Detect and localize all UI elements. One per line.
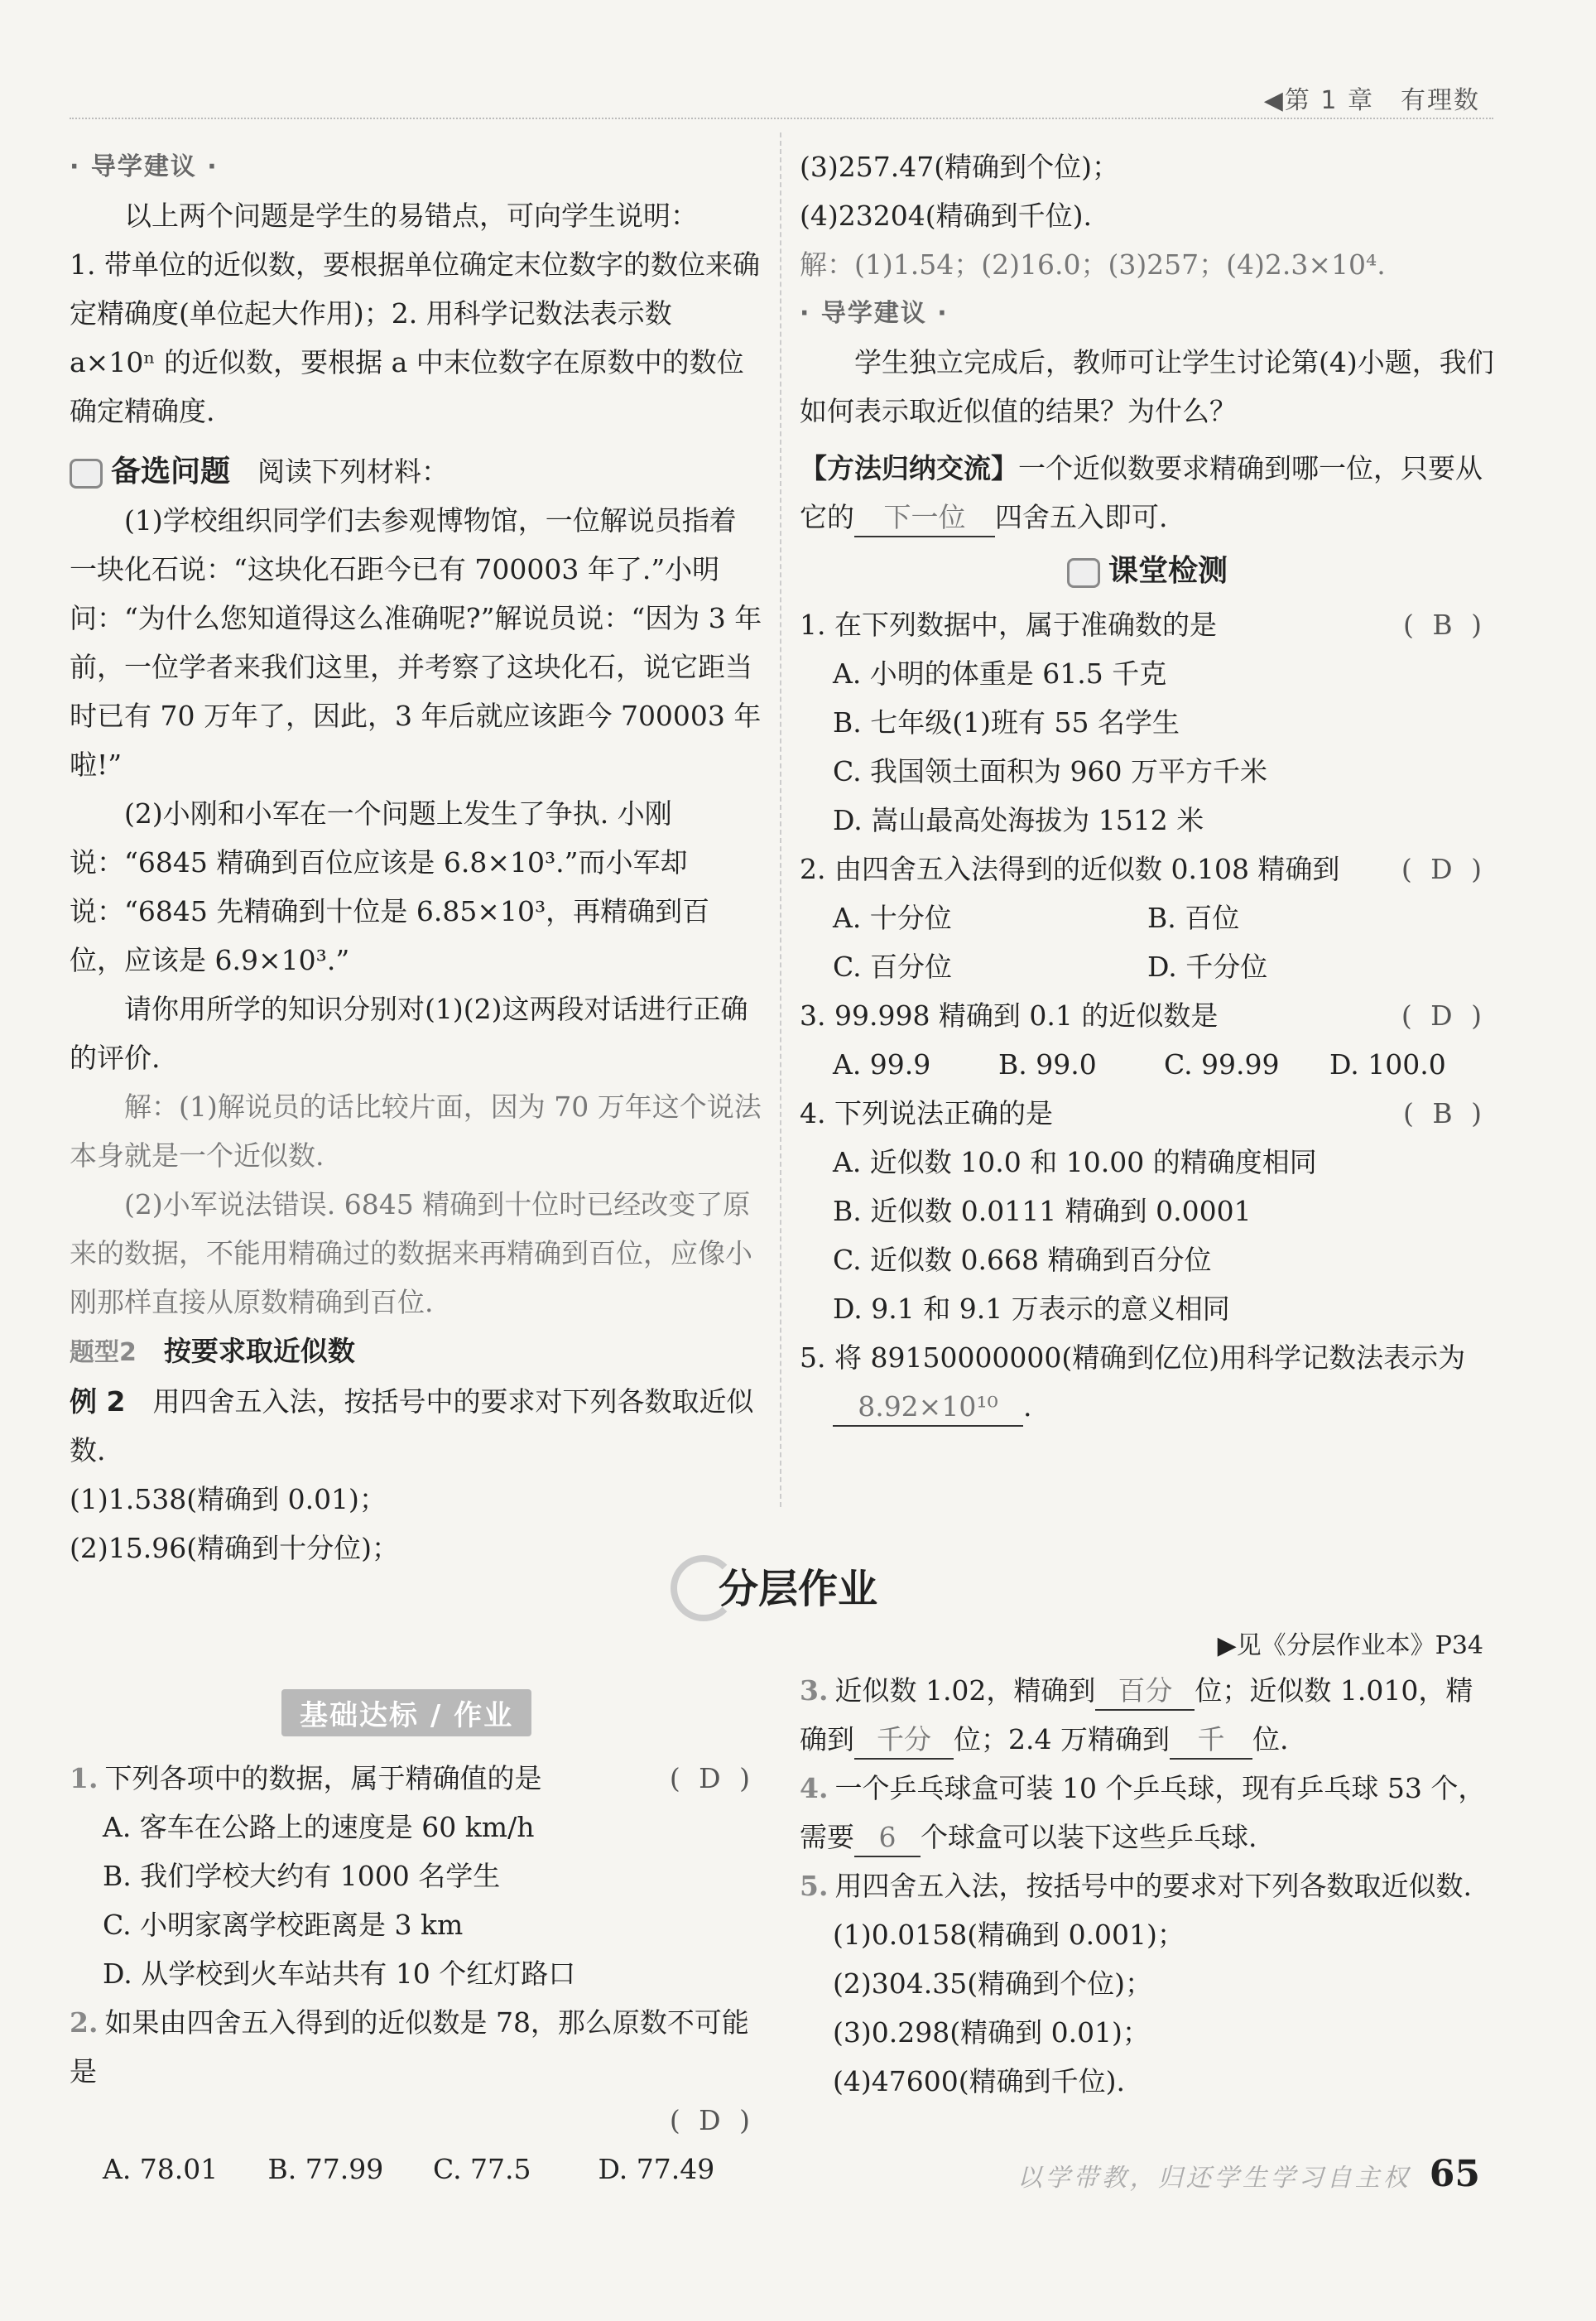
answer-blank: 千 (1170, 1721, 1252, 1760)
option: D. 千分位 (1147, 951, 1268, 983)
hw-question-3 (800, 1666, 1495, 1764)
question-3 (800, 991, 1495, 1040)
answer-line: 8.92×10¹⁰ . (800, 1382, 1495, 1431)
tip-paragraph: 以上两个问题是学生的易错点，可向学生说明： (124, 200, 698, 232)
method-text: 四舍五入即可. (995, 501, 1168, 533)
option: C. 我国领土面积为 960 万平方千米 (833, 755, 1268, 787)
question-text: 个球盒可以装下这些乒乓球. (921, 1821, 1257, 1853)
option: B. 77.99 (267, 2153, 384, 2185)
tip-paragraph: 1. 带单位的近似数，要根据单位确定末位数字的数位来确定精确度(单位起大作用)；2. 用科学记数法表示数 a×10ⁿ 的近似数，要根据 a 中末位数字在原数中的数位确定精确度. (70, 248, 760, 427)
solution-paragraph: 解：(1)解说员的话比较片面，因为 70 万年这个说法本身就是一个近似数. (70, 1091, 762, 1172)
option: B. 百位 (1147, 902, 1240, 934)
tip-paragraph: 学生独立完成后，教师可让学生讨论第(4)小题，我们如何表示取近似值的结果？为什么？ (800, 346, 1494, 427)
option: D. 77.49 (598, 2153, 715, 2185)
question-2 (800, 845, 1495, 893)
example-item: (2)15.96(精确到十分位)； (70, 1532, 399, 1564)
example-solution: 解：(1)1.54；(2)16.0；(3)257；(4)2.3×10⁴. (800, 248, 1386, 281)
footer (1017, 2153, 1480, 2195)
workbook-reference: ▶见《分层作业本》P34 (1217, 1631, 1483, 1660)
question-text: 2. 由四舍五入法得到的近似数 0.108 精确到 (800, 853, 1340, 885)
page-number: 65 (1429, 2153, 1480, 2195)
question-5: 5. 将 89150000000(精确到亿位)用科学记数法表示为 (800, 1341, 1466, 1374)
homework-title: 分层作业 (718, 1566, 877, 1612)
option: B. 七年级(1)班有 55 名学生 (833, 706, 1180, 739)
check-heading (800, 547, 1495, 595)
answer-bracket: ( D ) (669, 1762, 755, 1794)
question-number: 4. (800, 1772, 829, 1804)
answer-bracket: ( B ) (1403, 609, 1487, 641)
option: D. 100.0 (1329, 1048, 1446, 1081)
answer-bracket: ( B ) (1403, 1097, 1487, 1129)
option: A. 近似数 10.0 和 10.00 的精确度相同 (833, 1146, 1317, 1178)
question-text: 3. 99.998 精确到 0.1 的近似数是 (800, 999, 1219, 1032)
option: D. 9.1 和 9.1 万表示的意义相同 (833, 1293, 1230, 1325)
question-text: 位. (1252, 1723, 1289, 1755)
question-text: 1. 在下列数据中，属于准确数的是 (800, 609, 1217, 641)
option: C. 小明家离学校距离是 3 km (103, 1909, 464, 1941)
footer-slogan: 以学带教，归还学生学习自主权 (1017, 2164, 1411, 2193)
option-row (70, 2145, 763, 2193)
sub-question: (1)0.0158(精确到 0.001)； (833, 1919, 1185, 1951)
question-text: 下列各项中的数据，属于精确值的是 (104, 1762, 542, 1794)
sub-question: (2)304.35(精确到个位)； (833, 1967, 1152, 2000)
example-item: (4)23204(精确到千位). (800, 200, 1092, 232)
sub-question: (4)47600(精确到千位). (833, 2065, 1125, 2097)
answer-bracket: ( D ) (1401, 999, 1487, 1032)
method-blank: 下一位 (854, 499, 995, 537)
homework-right-column (800, 1666, 1495, 2106)
type-heading (70, 1327, 763, 1377)
hw-question-5 (800, 1861, 1495, 1910)
check-title: 课堂检测 (1108, 554, 1228, 588)
right-column (800, 142, 1495, 1431)
question-paragraph: 请你用所学的知识分别对(1)(2)这两段对话进行正确的评价. (70, 993, 748, 1074)
option: B. 99.0 (998, 1048, 1097, 1081)
answer-blank: 8.92×10¹⁰ (833, 1389, 1023, 1427)
method-summary (800, 444, 1495, 542)
tip-title: · 导学建议 · (70, 152, 219, 181)
option: A. 99.9 (833, 1048, 931, 1081)
question-text: 位；2.4 万精确到 (954, 1723, 1170, 1755)
method-label: 【方法归纳交流】 (800, 452, 1018, 484)
option: C. 77.5 (433, 2153, 531, 2185)
backup-title: 备选问题 (111, 455, 231, 489)
option-row (800, 893, 1495, 942)
basic-banner: 基础达标 / 作业 (281, 1689, 531, 1736)
question-number: 3. (800, 1674, 829, 1707)
question-text: 一个乒乓球盒可装 10 个乒乓球，现有乒乓球 53 个，需要 (800, 1772, 1486, 1853)
option: D. 从学校到火车站共有 10 个红灯路口 (103, 1957, 576, 1990)
sub-question: (3)0.298(精确到 0.01)； (833, 2016, 1150, 2049)
option: B. 近似数 0.0111 精确到 0.0001 (833, 1195, 1252, 1227)
chapter-header: ◀第 1 章 有理数 (1263, 86, 1480, 115)
type-tag: 题型2 (70, 1338, 137, 1367)
question-4 (800, 1089, 1495, 1138)
option: D. 嵩山最高处海拔为 1512 米 (833, 804, 1204, 836)
question-text: 近似数 1.02，精确到 (834, 1674, 1096, 1707)
column-divider (780, 132, 781, 1507)
option: B. 我们学校大约有 1000 名学生 (103, 1860, 501, 1892)
example-item: (1)1.538(精确到 0.01)； (70, 1483, 387, 1515)
material-paragraph: (2)小刚和小军在一个问题上发生了争执. 小刚说：“6845 精确到百位应该是 6.8×10³.”而小军却说：“6845 先精确到十位是 6.85×10³，再精确到百位，应该是 6.9×10³.” (70, 797, 710, 976)
option: C. 百分位 (833, 951, 953, 983)
answer-bracket: ( D ) (1401, 853, 1487, 885)
answer-bracket-row (70, 2096, 763, 2145)
left-column (70, 142, 763, 1572)
answer-bracket: ( D ) (669, 2104, 755, 2136)
question-number: 2. (70, 2006, 99, 2039)
option: A. 小明的体重是 61.5 千克 (833, 657, 1167, 690)
backup-heading (70, 447, 763, 496)
option-row (800, 942, 1495, 991)
option: A. 78.01 (103, 2153, 219, 2185)
option: A. 十分位 (833, 902, 952, 934)
check-icon (1067, 558, 1100, 588)
method-text: 一个近似数要求精确到哪一位，只要从它的 (800, 452, 1483, 533)
answer-blank: 6 (854, 1819, 921, 1857)
question-text: 4. 下列说法正确的是 (800, 1097, 1053, 1129)
question-text: 如果由四舍五入得到的近似数是 78，那么原数不可能是 (70, 2006, 749, 2087)
option-row (800, 1040, 1495, 1089)
header-divider (70, 118, 1493, 119)
example-label: 例 2 (70, 1385, 126, 1418)
type-title: 按要求取近似数 (163, 1335, 355, 1367)
option: C. 99.99 (1164, 1048, 1280, 1081)
answer-blank: 千分 (854, 1721, 954, 1760)
answer-blank: 百分 (1095, 1673, 1195, 1711)
hw-question-1 (70, 1754, 763, 1803)
question-number: 5. (800, 1870, 829, 1902)
example-text: 用四舍五入法，按括号中的要求对下列各数取近似数. (70, 1385, 754, 1466)
question-text: 用四舍五入法，按括号中的要求对下列各数取近似数. (834, 1870, 1472, 1902)
material-paragraph: (1)学校组织同学们去参观博物馆，一位解说员指着一块化石说：“这块化石距今已有 700003 年了.”小明问：“为什么您知道得这么准确呢?”解说员说：“因为 3 年前，一位学者来我们这里，并考察了这块化石，说它距当时已有 70 万年了，因此，3 年后就应该距今 700003 年啦!” (70, 504, 762, 781)
option: C. 近似数 0.668 精确到百分位 (833, 1244, 1212, 1276)
solution-paragraph: (2)小军说法错误. 6845 精确到十位时已经改变了原来的数据，不能用精确过的数据来再精确到百位，应像小刚那样直接从原数精确到百位. (70, 1188, 752, 1318)
question-text: 位；近似数 1.010，精确到 (800, 1674, 1473, 1755)
example-item: (3)257.47(精确到个位)； (800, 151, 1119, 183)
example-stem (70, 1377, 763, 1475)
question-number: 1. (70, 1762, 99, 1794)
pencil-icon (70, 459, 103, 489)
backup-intro: 阅读下列材料： (257, 455, 449, 488)
hw-question-2 (70, 1998, 763, 2096)
tip-title: · 导学建议 · (800, 299, 949, 328)
question-1 (800, 600, 1495, 649)
hw-question-4 (800, 1764, 1495, 1861)
homework-left-column (70, 1754, 763, 2193)
option: A. 客车在公路上的速度是 60 km/h (103, 1811, 535, 1843)
